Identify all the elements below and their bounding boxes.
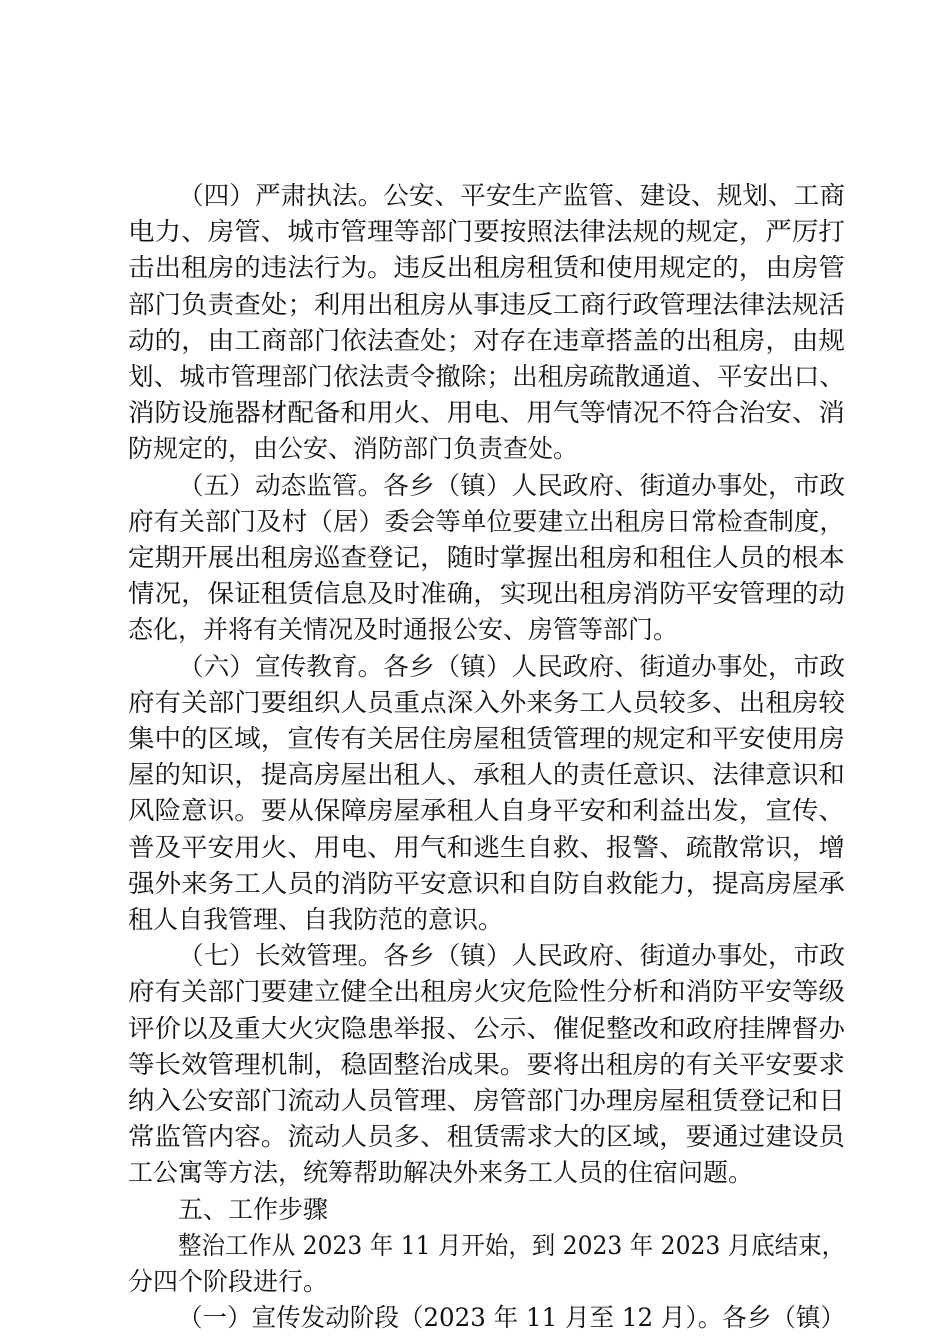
text-line: （一）宣传发动阶段（2023 年 11 月至 12 月）。各乡（镇） bbox=[178, 1303, 845, 1333]
text-line: 消防设施器材配备和用火、用电、用气等情况不符合治安、消 bbox=[128, 398, 846, 428]
text-line: 划、城市管理部门依法责令撤除；出租房疏散通道、平安出口、 bbox=[128, 362, 846, 391]
text-line: 动的，由工商部门依法查处；对存在违章搭盖的出租房，由规 bbox=[128, 325, 846, 355]
text-line: 定期开展出租房巡查登记，随时掌握出租房和租住人员的根本 bbox=[128, 543, 846, 572]
text-line: 态化，并将有关情况及时通报公安、房管等部门。 bbox=[128, 615, 679, 645]
text-line: 强外来务工人员的消防平安意识和自防自救能力，提高房屋承 bbox=[128, 868, 846, 898]
text-line: 评价以及重大火灾隐患举报、公示、催促整改和政府挂牌督办 bbox=[128, 1013, 846, 1043]
text-line: 府有关部门要建立健全出租房火灾危险性分析和消防平安等级 bbox=[128, 977, 846, 1007]
text-line: 分四个阶段进行。 bbox=[128, 1267, 329, 1296]
text-line: （七）长效管理。各乡（镇）人民政府、街道办事处，市政 bbox=[178, 941, 845, 971]
text-line: （四）严肃执法。公安、平安生产监管、建设、规划、工商 bbox=[178, 181, 845, 210]
text-line: 部门负责查处；利用出租房从事违反工商行政管理法律法规活 bbox=[128, 289, 846, 319]
text-line: 防规定的，由公安、消防部门负责查处。 bbox=[128, 434, 579, 464]
text-line: 风险意识。要从保障房屋承租人自身平安和利益出发，宣传、 bbox=[128, 796, 846, 826]
text-line: （六）宣传教育。各乡（镇）人民政府、街道办事处，市政 bbox=[178, 651, 845, 681]
text-line: 工公寓等方法，统筹帮助解决外来务工人员的住宿问题。 bbox=[128, 1158, 754, 1188]
text-line: （五）动态监管。各乡（镇）人民政府、街道办事处，市政 bbox=[178, 470, 845, 500]
text-line: 等长效管理机制，稳固整治成果。要将出租房的有关平安要求 bbox=[128, 1049, 846, 1079]
text-line: 电力、房管、城市管理等部门要按照法律法规的规定，严厉打 bbox=[128, 217, 846, 247]
text-line: 整治工作从 2023 年 11 月开始，到 2023 年 2023 月底结束， bbox=[178, 1230, 846, 1260]
text-line: 屋的知识，提高房屋出租人、承租人的责任意识、法律意识和 bbox=[128, 760, 846, 790]
text-line: 五、工作步骤 bbox=[178, 1194, 329, 1224]
text-line: 情况，保证租赁信息及时准确，实现出租房消防平安管理的动 bbox=[128, 579, 846, 609]
text-line: 常监管内容。流动人员多、租赁需求大的区域，要通过建设员 bbox=[128, 1122, 846, 1152]
text-line: 府有关部门要组织人员重点深入外来务工人员较多、出租房较 bbox=[128, 687, 846, 717]
text-line: 租人自我管理、自我防范的意识。 bbox=[128, 905, 504, 934]
text-line: 纳入公安部门流动人员管理、房管部门办理房屋租赁登记和日 bbox=[128, 1086, 846, 1115]
text-line: 集中的区域，宣传有关居住房屋租赁管理的规定和平安使用房 bbox=[128, 724, 846, 753]
text-line: 府有关部门及村（居）委会等单位要建立出租房日常检查制度， bbox=[128, 506, 846, 536]
text-line: 普及平安用火、用电、用气和逃生自救、报警、疏散常识，增 bbox=[128, 832, 846, 862]
text-line: 击出租房的违法行为。违反出租房租赁和使用规定的，由房管 bbox=[128, 253, 846, 283]
